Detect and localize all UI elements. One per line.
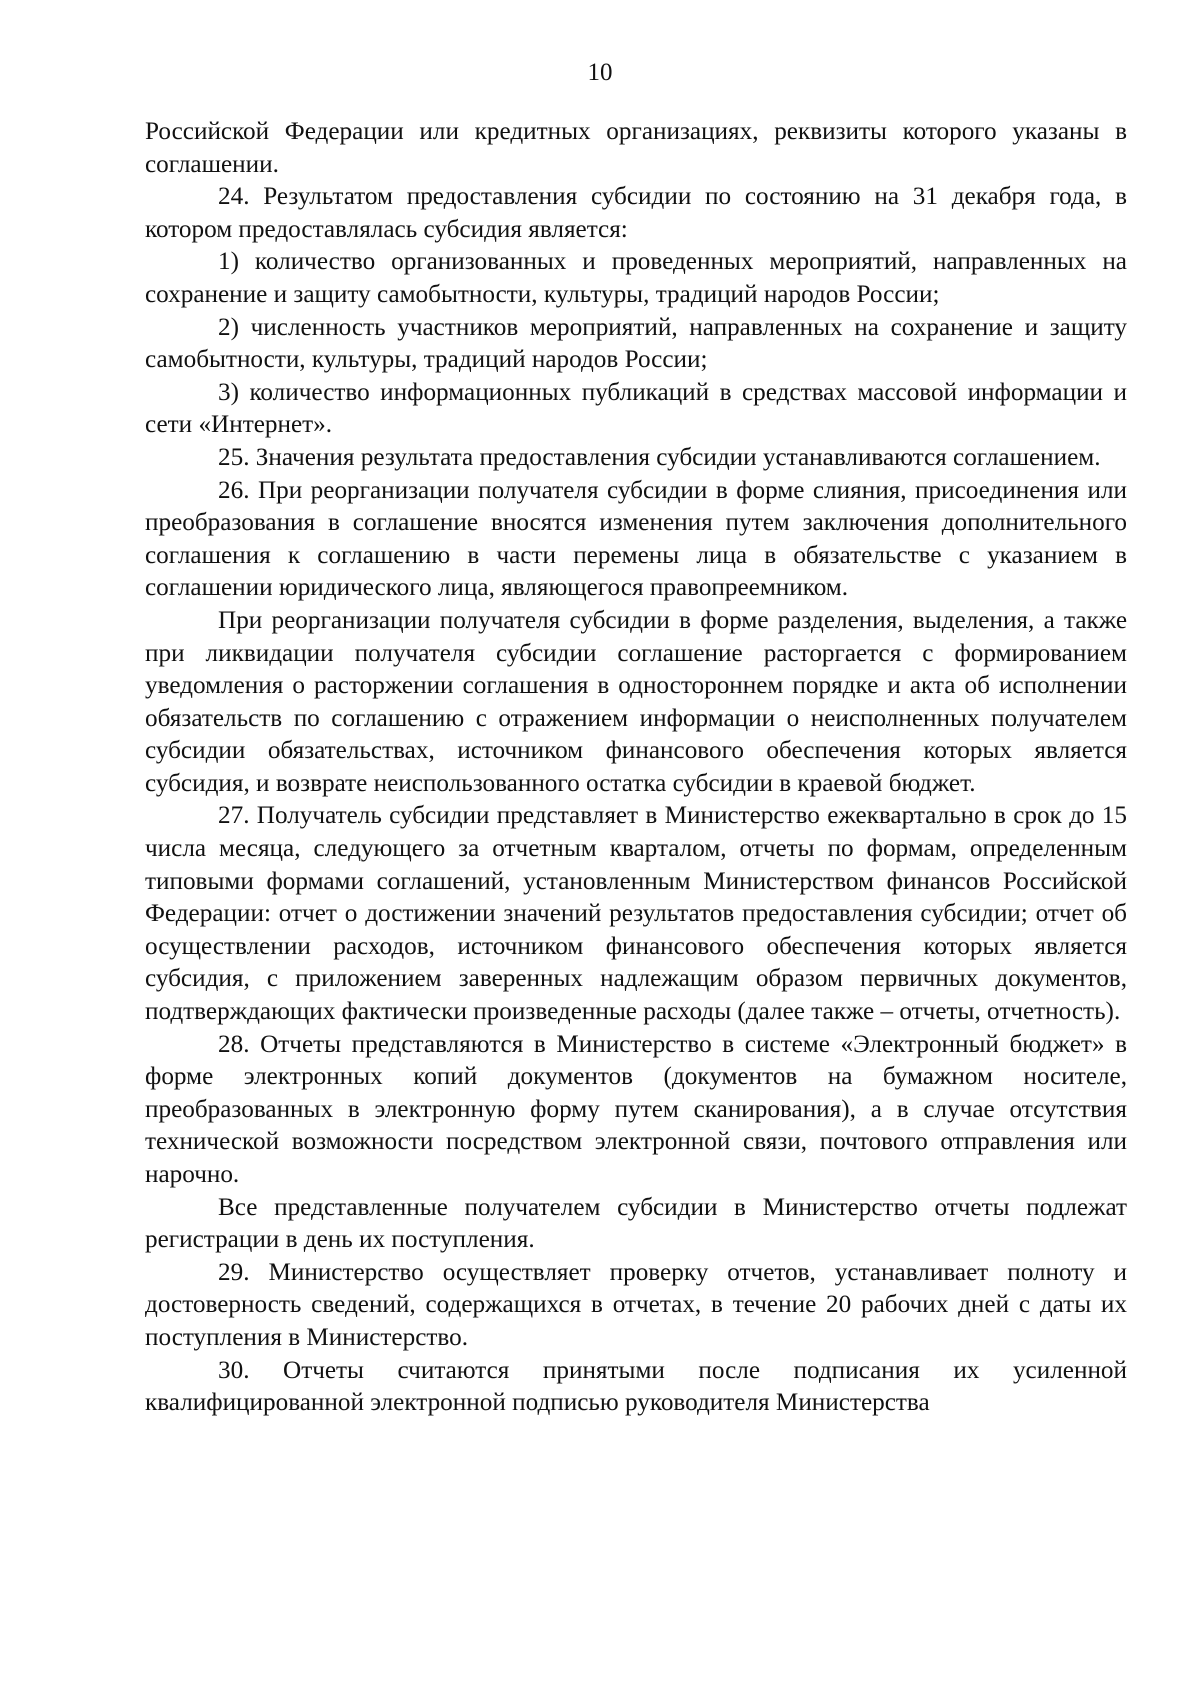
paragraph-24: 24. Результатом предоставления субсидии по состоянию на 31 декабря года, в котором предоставлялась субсидия является: <box>145 183 1127 243</box>
document-body <box>145 116 1127 1420</box>
paragraph-29: 29. Министерство осуществляет проверку отчетов, устанавливает полноту и достоверность сведений, содержащихся в отчетах, в течение 20 рабочих дней с даты их поступления в Министерство. <box>145 1258 1127 1351</box>
paragraph-continuation: Российской Федерации или кредитных организациях, реквизиты которого указаны в соглашении. <box>145 118 1127 178</box>
paragraph-28-part-2: Все представленные получателем субсидии в Министерство отчеты подлежат регистрации в день их поступления. <box>145 1193 1127 1254</box>
paragraph-30: 30. Отчеты считаются принятыми после подписания их усиленной квалифицированной электронной подписью руководителя Министерства <box>145 1356 1127 1417</box>
paragraph-27: 27. Получатель субсидии представляет в Министерство ежеквартально в срок до 15 числа месяца, следующего за отчетным кварталом, отчеты по формам, определенным типовыми формами соглашений, установленным Министерством финансов Российской Федерации: отчет о достижении значений результатов предоставления субсидии; отчет об осуществлении расходов, источником финансового обеспечения которых является субсидия, с приложением заверенных надлежащим образом первичных документов, подтверждающих фактически произведенные расходы (далее также – отчеты, отчетность). <box>145 802 1127 1026</box>
paragraph-26: 26. При реорганизации получателя субсидии в форме слияния, присоединения или преобразования в соглашение вносятся изменения путем заключения дополнительного соглашения к соглашению в части перемены лица в обязательстве с указанием в соглашении юридического лица, являющегося правопреемником. <box>145 476 1127 602</box>
paragraph-24-item-1: 1) количество организованных и проведенных мероприятий, направленных на сохранение и защиту самобытности, культуры, традиций народов России; <box>145 248 1127 308</box>
paragraph-25: 25. Значения результата предоставления субсидии устанавливаются соглашением. <box>218 443 1101 471</box>
paragraph-24-item-2: 2) численность участников мероприятий, направленных на сохранение и защиту самобытности, культуры, традиций народов России; <box>145 313 1127 374</box>
paragraph-28: 28. Отчеты представляются в Министерство в системе «Электронный бюджет» в форме электронных копий документов (документов на бумажном носителе, преобразованных в электронную форму путем сканирования), а в случае отсутствия технической возможности посредством электронной связи, почтового отправления или нарочно. <box>145 1030 1127 1188</box>
page-number: 10 <box>587 59 613 86</box>
paragraph-26-part-2: При реорганизации получателя субсидии в форме разделения, выделения, а также при ликвидации получателя субсидии соглашение расторгается с формированием уведомления о расторжении соглашения в одностороннем порядке и акта об исполнении обязательств по соглашению с отражением информации о неисполненных получателем субсидии обязательствах, источником финансового обеспечения которых является субсидия, и возврате неиспользованного остатка субсидии в краевой бюджет. <box>145 606 1127 797</box>
paragraph-24-item-3: 3) количество информационных публикаций в средствах массовой информации и сети «Интернет». <box>145 378 1127 439</box>
